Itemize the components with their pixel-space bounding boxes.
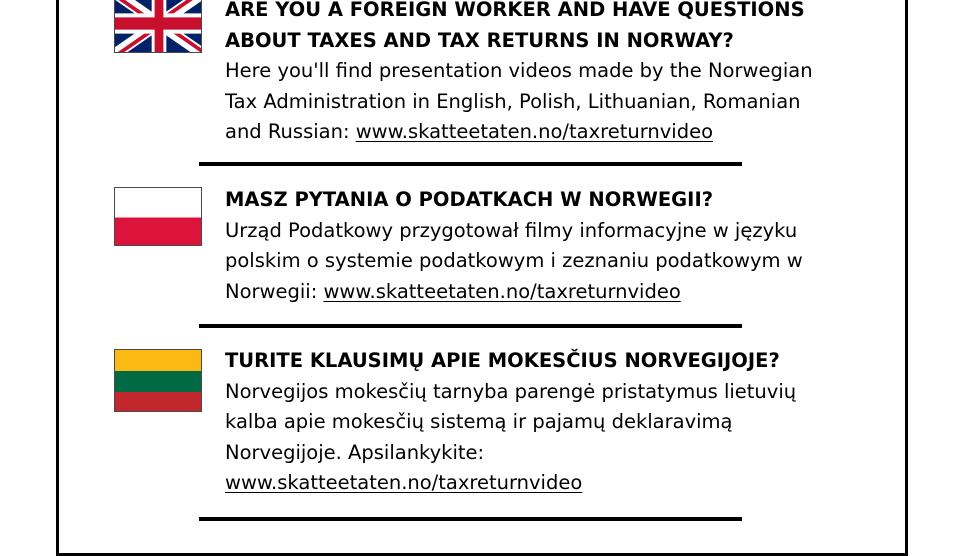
- lithuania-flag-icon: [114, 349, 202, 412]
- poland-flag-icon: [114, 187, 202, 246]
- lithuanian-heading: TURITE KLAUSIMŲ APIE MOKESČIUS NORVEGIJOJE?: [225, 349, 780, 372]
- english-body-line-2: Tax Administration in English, Polish, Lithuanian, Romanian: [225, 89, 801, 113]
- polish-section: [225, 185, 885, 307]
- section-divider: [199, 162, 742, 166]
- english-heading-line-1: ARE YOU A FOREIGN WORKER AND HAVE QUESTIONS: [225, 0, 805, 21]
- polish-body-line-1: Urząd Podatkowy przygotował filmy informacyjne w języku: [225, 218, 798, 242]
- english-section: [225, 0, 885, 148]
- english-body-line-1: Here you'll find presentation videos made by the Norwegian: [225, 59, 813, 82]
- polish-video-link[interactable]: www.skatteetaten.no/taxreturnvideo: [323, 279, 681, 303]
- united-kingdom-flag-icon: [114, 0, 202, 53]
- polish-body-line-2: polskim o systemie podatkowym i zeznaniu podatkowym w: [225, 249, 803, 272]
- lithuanian-body-line-4: [225, 468, 885, 499]
- english-video-link[interactable]: www.skatteetaten.no/taxreturnvideo: [355, 120, 714, 143]
- lithuanian-video-link[interactable]: www.skatteetaten.no/taxreturnvideo: [225, 471, 583, 494]
- lithuanian-body-line-3: Norvegijoje. Apsilankykite:: [225, 440, 485, 464]
- polish-body-line-3: [225, 277, 885, 308]
- english-heading-line-2: ABOUT TAXES AND TAX RETURNS IN NORWAY?: [225, 28, 734, 52]
- section-divider: [199, 324, 742, 328]
- lithuanian-body-line-1: Norvegijos mokesčių tarnyba parengė pristatymus lietuvių: [225, 379, 797, 403]
- lithuanian-section: [225, 346, 885, 499]
- polish-body-prefix: Norwegii:: [225, 279, 324, 303]
- section-divider: [199, 517, 742, 521]
- polish-heading: MASZ PYTANIA O PODATKACH W NORWEGII?: [225, 188, 714, 211]
- english-body-prefix: and Russian:: [225, 120, 356, 143]
- english-body-line-3: [225, 117, 885, 148]
- lithuanian-body-line-2: kalba apie mokesčių sistemą ir pajamų deklaravimą: [225, 410, 733, 433]
